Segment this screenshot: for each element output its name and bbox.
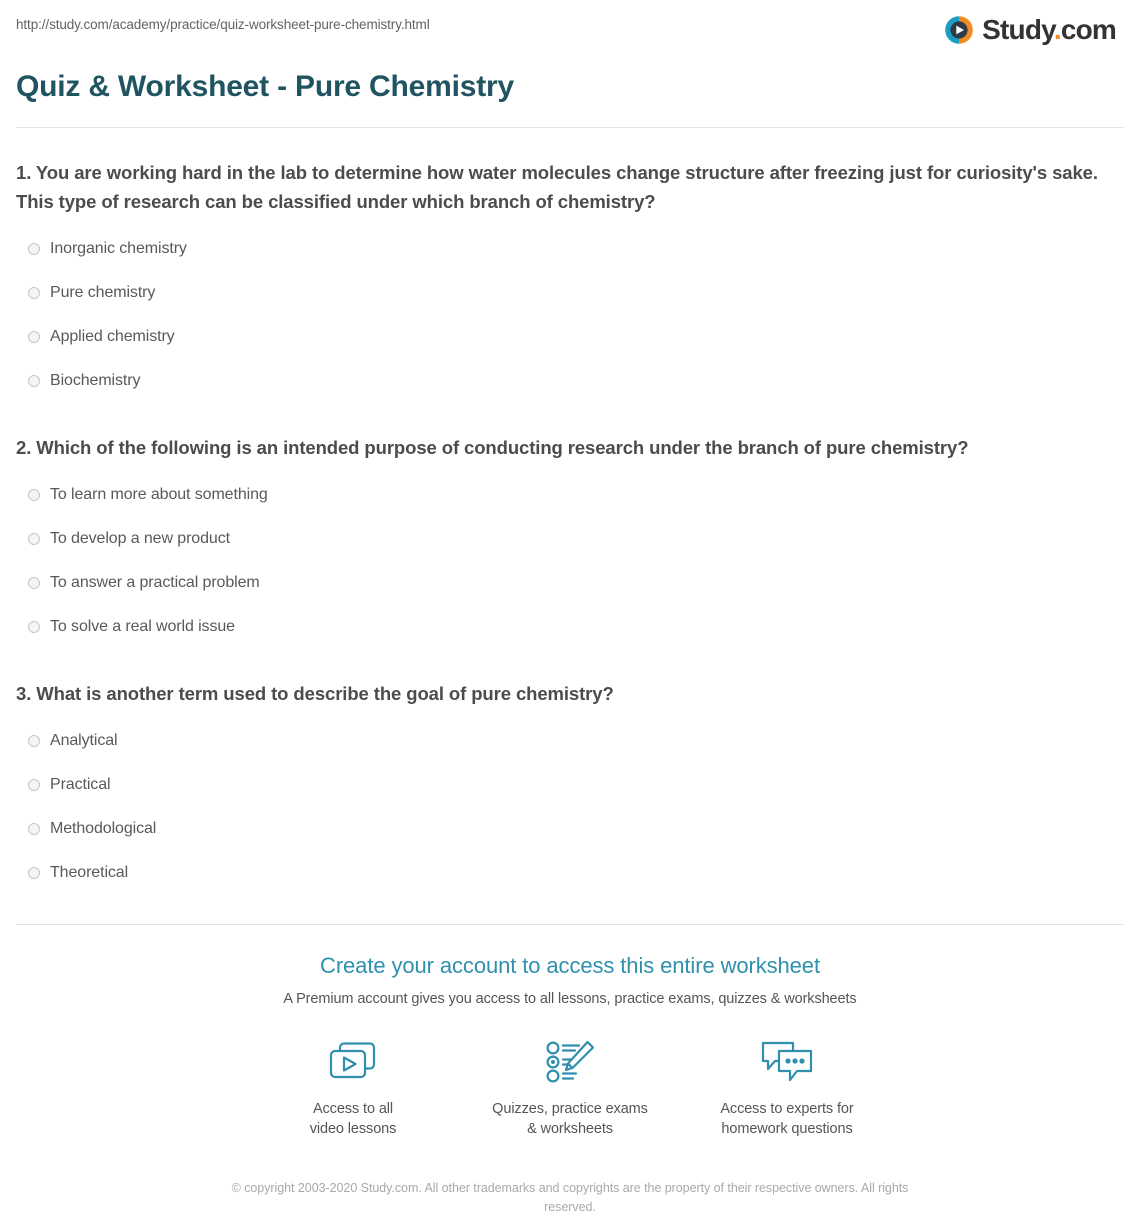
answer-label: Applied chemistry: [50, 328, 175, 345]
title-divider: [16, 127, 1124, 128]
answer-option[interactable]: [16, 315, 1124, 359]
answer-option[interactable]: [16, 851, 1124, 895]
radio-button-icon[interactable]: [28, 489, 40, 501]
answer-label: Inorganic chemistry: [50, 240, 187, 257]
answer-label: To answer a practical problem: [50, 574, 260, 591]
answer-options: [16, 719, 1124, 895]
question-block: [16, 158, 1124, 403]
page-title-wrap: [0, 67, 1140, 107]
feature-line-1: Quizzes, practice exams: [492, 1101, 648, 1117]
answer-option[interactable]: [16, 605, 1124, 649]
answer-label: To learn more about something: [50, 486, 268, 503]
answer-option[interactable]: [16, 227, 1124, 271]
study-com-logo[interactable]: [943, 14, 1124, 46]
feature-text: [462, 1099, 679, 1139]
answer-option[interactable]: [16, 517, 1124, 561]
feature-line-2: & worksheets: [527, 1121, 613, 1137]
answer-label: Practical: [50, 776, 111, 793]
logo-word-study: Study: [982, 14, 1054, 45]
logo-wordmark: [982, 14, 1116, 46]
page-header: [0, 0, 1140, 58]
create-account-cta: [0, 952, 1140, 1217]
radio-button-icon[interactable]: [28, 867, 40, 879]
answer-option[interactable]: [16, 473, 1124, 517]
answer-option[interactable]: [16, 719, 1124, 763]
cta-subheading: A Premium account gives you access to all lessons, practice exams, quizzes & worksheets: [283, 991, 857, 1007]
answer-label: To develop a new product: [50, 530, 230, 547]
feature-text: [245, 1099, 462, 1139]
copyright-text: © copyright 2003-2020 Study.com. All other trademarks and copyrights are the property of their respective owners. All rights reserved.: [231, 1181, 909, 1214]
radio-button-icon[interactable]: [28, 779, 40, 791]
question-block: [16, 679, 1124, 895]
quiz-pencil-icon: [462, 1034, 679, 1090]
answer-option[interactable]: [16, 271, 1124, 315]
question-text: 2. Which of the following is an intended purpose of conducting research under the branch of pure chemistry?: [16, 437, 969, 458]
answer-option[interactable]: [16, 359, 1124, 403]
feature-item: [462, 1034, 679, 1139]
logo-dot: .: [1053, 14, 1061, 45]
radio-button-icon[interactable]: [28, 331, 40, 343]
answer-label: To solve a real world issue: [50, 618, 235, 635]
cta-divider: [16, 924, 1124, 925]
answer-option[interactable]: [16, 807, 1124, 851]
feature-line-2: video lessons: [309, 1121, 397, 1137]
answer-label: Biochemistry: [50, 372, 141, 389]
answer-options: [16, 473, 1124, 649]
radio-button-icon[interactable]: [28, 823, 40, 835]
question-block: [16, 433, 1124, 649]
answer-label: Pure chemistry: [50, 284, 156, 301]
radio-button-icon[interactable]: [28, 243, 40, 255]
video-lessons-icon: [245, 1034, 462, 1090]
chat-bubbles-icon: [679, 1034, 896, 1090]
answer-options: [16, 227, 1124, 403]
answer-label: Theoretical: [50, 864, 129, 881]
logo-word-com: com: [1060, 14, 1116, 45]
radio-button-icon[interactable]: [28, 621, 40, 633]
radio-button-icon[interactable]: [28, 577, 40, 589]
page-url: http://study.com/academy/practice/quiz-worksheet-pure-chemistry.html: [16, 17, 430, 32]
question-text: 1. You are working hard in the lab to determine how water molecules change structure after freezing just for curiosity's sake. This type of research can be classified under which branch of chemistry?: [16, 162, 1098, 212]
radio-button-icon[interactable]: [28, 735, 40, 747]
answer-option[interactable]: [16, 561, 1124, 605]
answer-label: Analytical: [50, 732, 118, 749]
feature-text: [679, 1099, 896, 1139]
play-circle-icon: [943, 14, 975, 46]
answer-label: Methodological: [50, 820, 157, 837]
feature-item: [679, 1034, 896, 1139]
feature-line-1: Access to experts for: [720, 1101, 854, 1117]
question-text: 3. What is another term used to describe the goal of pure chemistry?: [16, 683, 614, 704]
feature-line-2: homework questions: [721, 1121, 853, 1137]
radio-button-icon[interactable]: [28, 287, 40, 299]
feature-item: [245, 1034, 462, 1139]
feature-line-1: Access to all: [312, 1101, 394, 1117]
questions-list: [0, 158, 1140, 895]
radio-button-icon[interactable]: [28, 375, 40, 387]
cta-heading-link[interactable]: Create your account to access this entire worksheet: [320, 953, 820, 978]
radio-button-icon[interactable]: [28, 533, 40, 545]
feature-list: [16, 1034, 1124, 1139]
page-title: Quiz & Worksheet - Pure Chemistry: [16, 70, 514, 103]
answer-option[interactable]: [16, 763, 1124, 807]
